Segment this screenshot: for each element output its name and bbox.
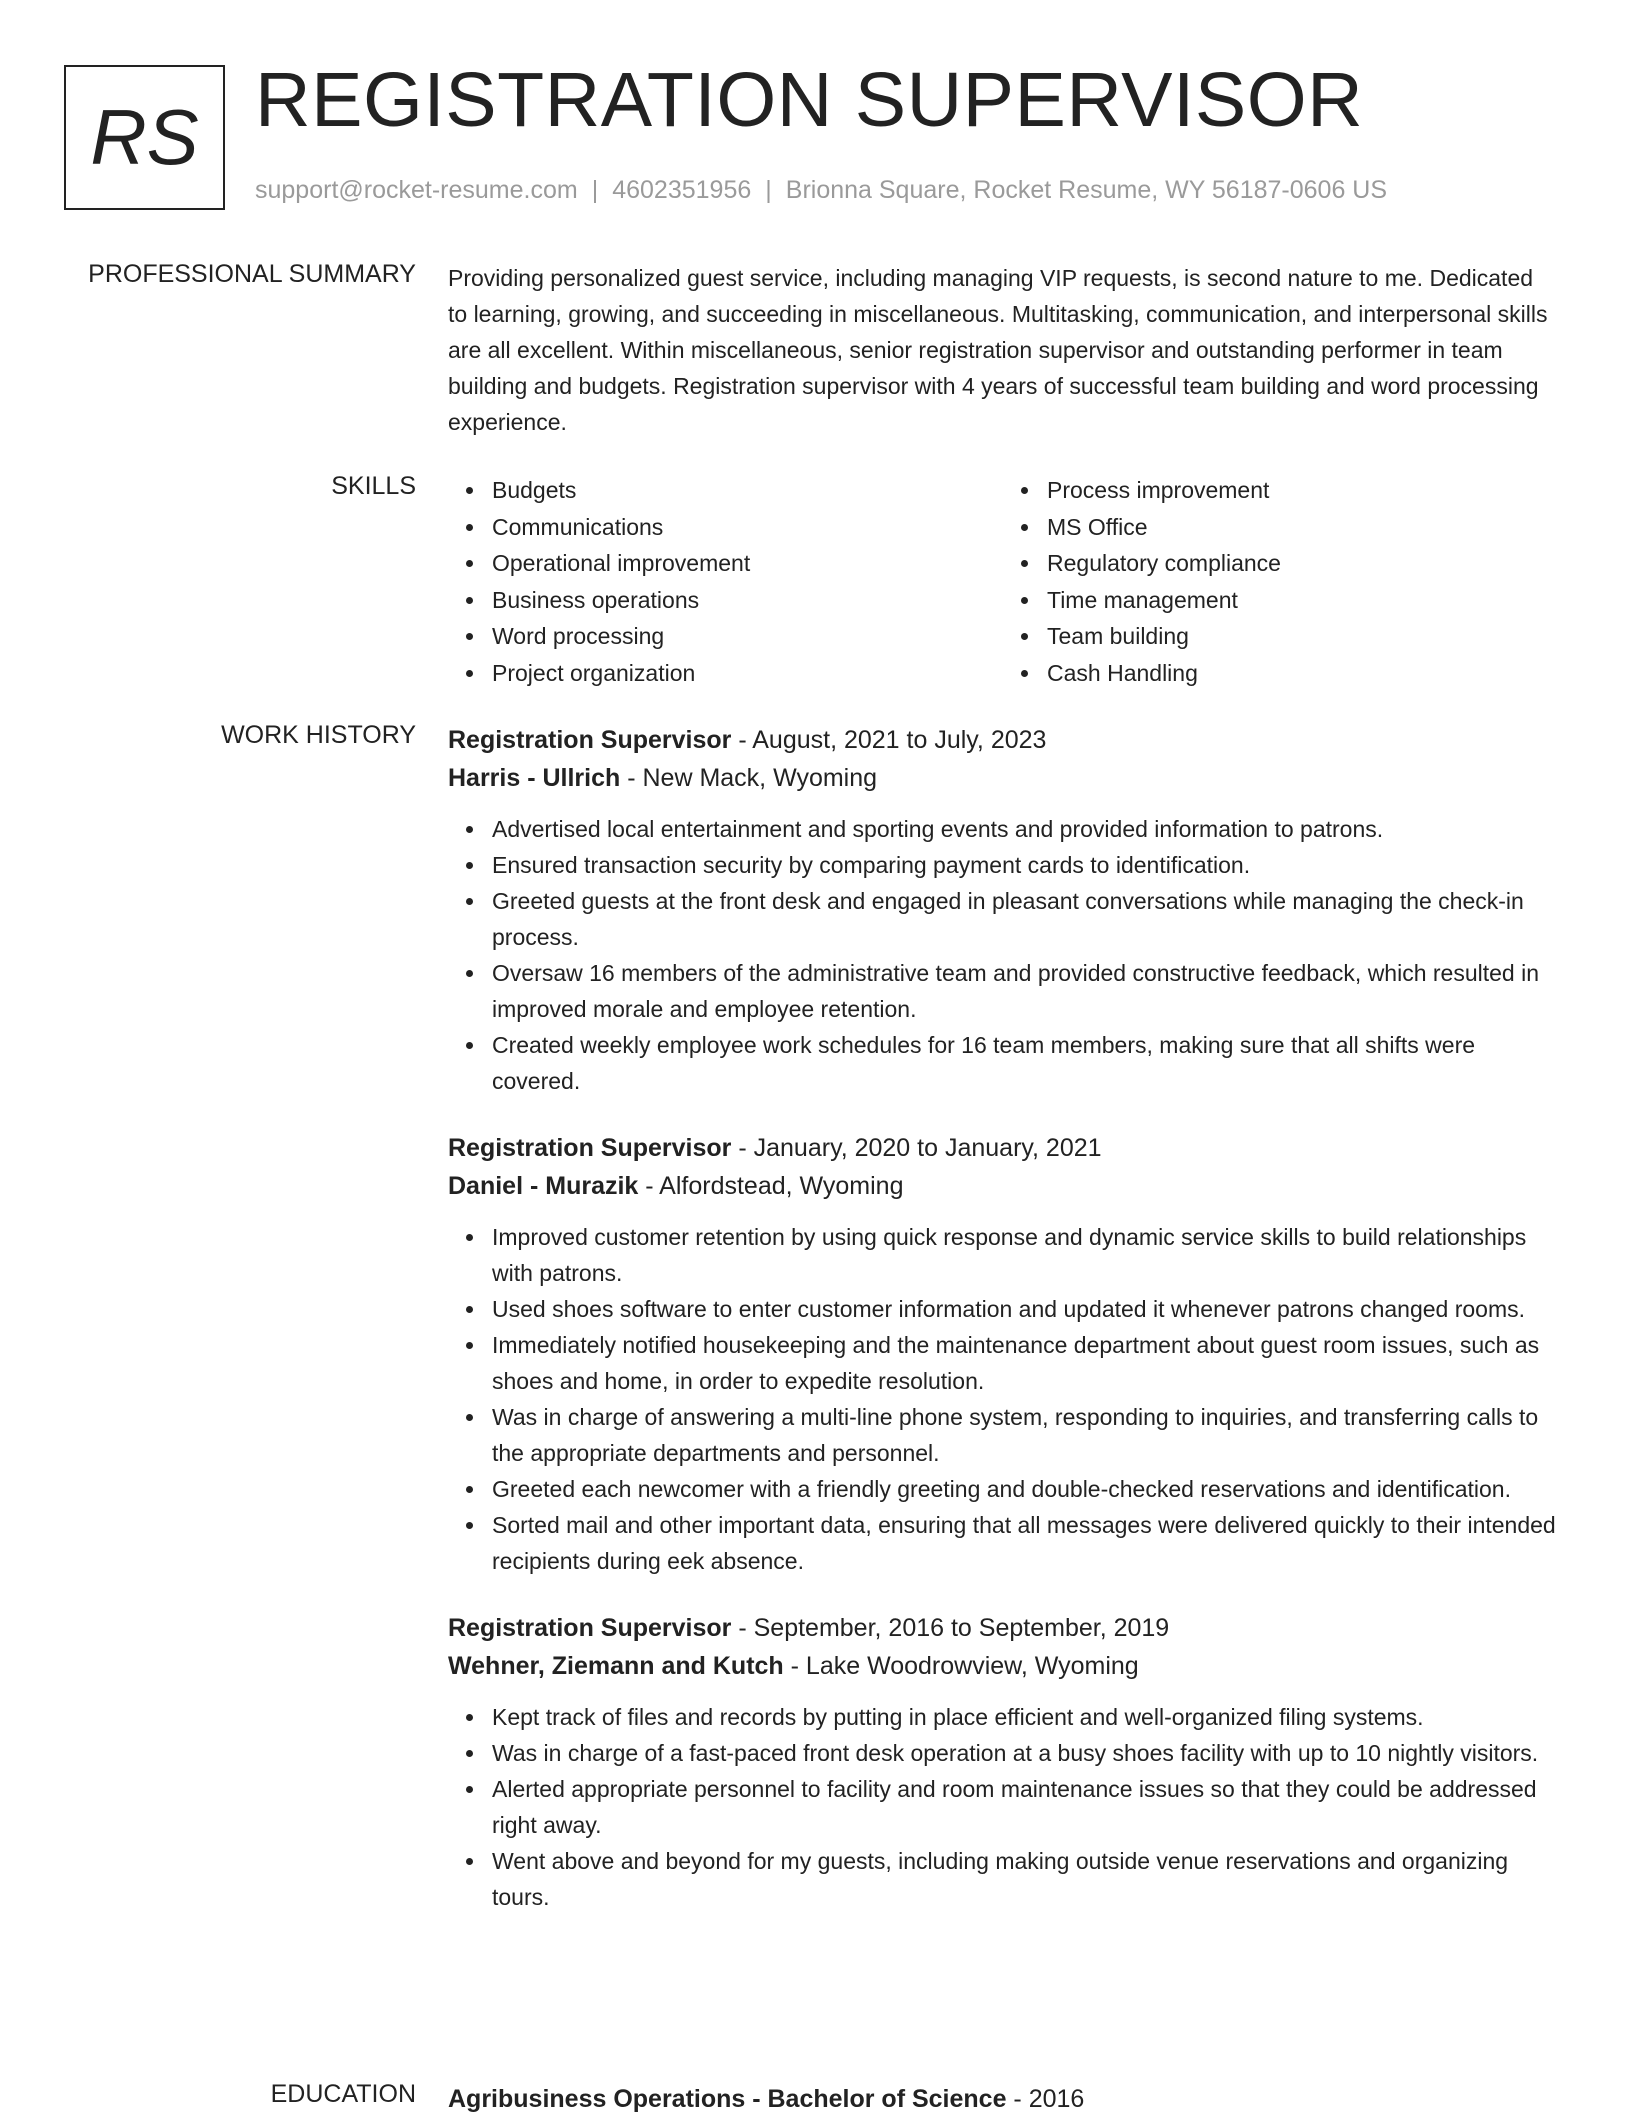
skills-list-right [1003,472,1558,691]
job-role: Registration Supervisor [448,1134,732,1162]
job-bullet: Improved customer retention by using quick response and dynamic service skills to build relationships with patrons. [492,1219,1558,1291]
monogram-box [64,65,225,210]
job-company-line [448,1167,1558,1205]
job-dates: - January, 2020 to January, 2021 [731,1134,1102,1162]
job-bullet: Was in charge of answering a multi-line phone system, responding to inquiries, and transferring calls to the appropriate departments and personnel. [492,1399,1558,1471]
skill-item: Project organization [492,655,1003,692]
job-title-line [448,1129,1558,1167]
job-company-line [448,1647,1558,1685]
job-role: Registration Supervisor [448,1614,732,1642]
page-title: REGISTRATION SUPERVISOR [255,57,1364,143]
job-title-line [448,1609,1558,1647]
job-bullets [448,811,1558,1099]
job-location: - New Mack, Wyoming [620,764,878,792]
skill-item: Team building [1047,618,1558,655]
job-bullet: Greeted each newcomer with a friendly greeting and double-checked reservations and identification. [492,1471,1558,1507]
section-body [448,2080,1558,2118]
job-company: Harris - Ullrich [448,764,621,792]
summary-text: Providing personalized guest service, including managing VIP requests, is second nature to me. Dedicated to learning, growing, and succeeding in miscellaneous. Multitasking, communication, and interpersonal skills are all excellent. Within miscellaneous, senior registration supervisor and outstanding performer in team building and budgets. Registration supervisor with 4 years of successful team building and word processing experience. [448,265,1548,435]
section-body [448,472,1558,691]
job-bullet: Advertised local entertainment and sporting events and provided information to patrons. [492,811,1558,847]
job-bullet: Greeted guests at the front desk and engaged in pleasant conversations while managing the check-in process. [492,883,1558,955]
job-role: Registration Supervisor [448,726,732,754]
skill-item: Communications [492,509,1003,546]
job-bullets [448,1699,1558,1915]
skill-item: Time management [1047,582,1558,619]
skill-item: Business operations [492,582,1003,619]
contact-separator: | [591,176,599,204]
job-location: - Lake Woodrowview, Wyoming [783,1652,1139,1680]
job-entry [448,1609,1558,1915]
education-line [448,2080,1558,2118]
job-entry [448,1129,1558,1579]
section-title: PROFESSIONAL SUMMARY [88,260,416,288]
job-dates: - September, 2016 to September, 2019 [731,1614,1170,1642]
job-entry [448,721,1558,1099]
job-bullets [448,1219,1558,1579]
section-title: WORK HISTORY [221,721,416,749]
job-bullet: Went above and beyond for my guests, including making outside venue reservations and organizing tours. [492,1843,1558,1915]
job-dates: - August, 2021 to July, 2023 [731,726,1047,754]
job-bullet: Was in charge of a fast-paced front desk operation at a busy shoes facility with up to 10 nightly visitors. [492,1735,1558,1771]
job-bullet: Immediately notified housekeeping and the maintenance department about guest room issues, such as shoes and home, in order to expedite resolution. [492,1327,1558,1399]
job-bullet: Used shoes software to enter customer information and updated it whenever patrons changed rooms. [492,1291,1558,1327]
job-bullet: Created weekly employee work schedules for 16 team members, making sure that all shifts were covered. [492,1027,1558,1099]
job-title-line [448,721,1558,759]
contact-separator: | [765,176,772,204]
skill-item: MS Office [1047,509,1558,546]
skill-item: Word processing [492,618,1003,655]
contact-phone: 4602351956 [612,176,752,204]
skill-item: Budgets [492,472,1003,509]
contact-line [255,176,1387,205]
skill-item: Process improvement [1047,472,1558,509]
contact-address: Brionna Square, Rocket Resume, WY 56187-0606 US [785,176,1388,204]
job-company-line [448,759,1558,797]
skill-item: Regulatory compliance [1047,545,1558,582]
section-body [448,260,1558,440]
education-year: - 2016 [1006,2085,1085,2113]
job-bullet: Oversaw 16 members of the administrative team and provided constructive feedback, which resulted in improved morale and employee retention. [492,955,1558,1027]
education-degree: Agribusiness Operations - Bachelor of Science [448,2085,1007,2113]
job-bullet: Sorted mail and other important data, ensuring that all messages were delivered quickly to their intended recipients during eek absence. [492,1507,1558,1579]
section-title: SKILLS [331,472,416,500]
monogram-initials: RS [90,93,199,181]
job-bullet: Alerted appropriate personnel to facility and room maintenance issues so that they could be addressed right away. [492,1771,1558,1843]
skills-grid [448,472,1558,691]
section-body [448,721,1558,1945]
job-company: Daniel - Murazik [448,1172,639,1200]
contact-email: support@rocket-resume.com [255,176,578,204]
job-location: - Alfordstead, Wyoming [638,1172,904,1200]
skill-item: Cash Handling [1047,655,1558,692]
job-bullet: Ensured transaction security by comparing payment cards to identification. [492,847,1558,883]
job-bullet: Kept track of files and records by putting in place efficient and well-organized filing systems. [492,1699,1558,1735]
skill-item: Operational improvement [492,545,1003,582]
job-company: Wehner, Ziemann and Kutch [448,1652,784,1680]
section-title: EDUCATION [270,2080,416,2108]
skills-list-left [448,472,1003,691]
